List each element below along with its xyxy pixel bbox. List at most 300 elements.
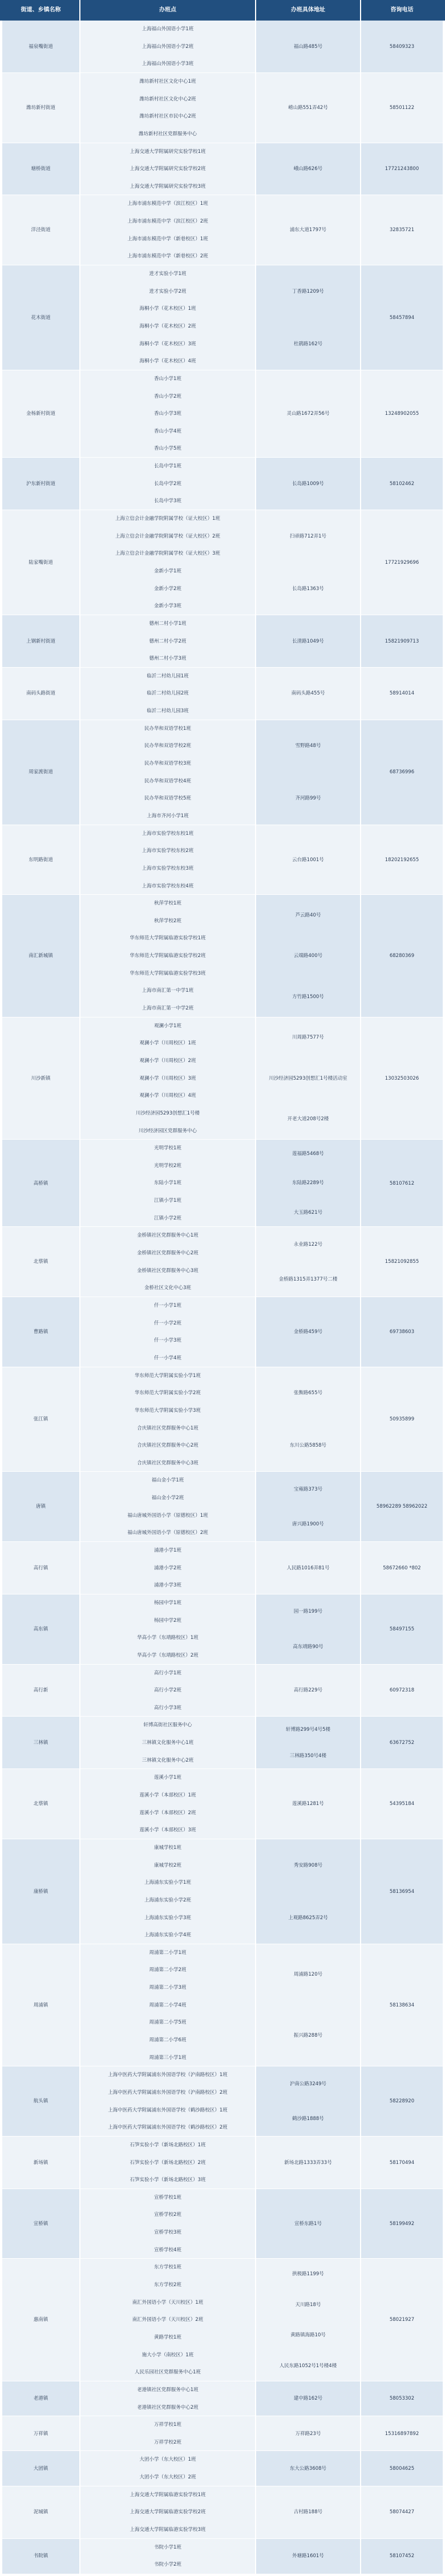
address-cell	[256, 21, 360, 73]
col-divider-3	[360, 0, 361, 2576]
site-cell: 周浦第二小学6班	[80, 2032, 255, 2049]
site-cell: 香山小学4班	[80, 423, 255, 441]
phone-cell: 58102462	[361, 458, 443, 510]
site-cell: 周浦第二小学4班	[80, 1997, 255, 2014]
site-cell: 合庆镇社区党群服务中心3班	[80, 1455, 255, 1472]
address-cell	[256, 2381, 360, 2416]
site-cell: 德州二村小学3班	[80, 650, 255, 668]
site-cell: 莲溪小学（本部校区）1班	[80, 1787, 255, 1804]
site-cell: 浦港小学1班	[80, 1542, 255, 1560]
address-line: 东川公路5858号	[289, 1443, 327, 1449]
phone-cell: 17721929696	[361, 510, 443, 615]
address-line: 人民路1016弄81号	[286, 1565, 330, 1571]
site-cell: 金桥镇社区党群服务中心1班	[80, 1227, 255, 1245]
site-cell: 海桐小学（花木校区）4班	[80, 353, 255, 370]
phone-cell: 18202192655	[361, 825, 443, 895]
address-cell	[256, 265, 360, 370]
site-cell: 临沂二村幼儿园3班	[80, 702, 255, 720]
site-cell: 宣桥学校3班	[80, 2224, 255, 2242]
district-cell: 塘桥街道	[2, 143, 79, 196]
address-line: 金桥路1315弄1377号二楼	[278, 1277, 338, 1283]
district-cell: 万祥镇	[2, 2416, 79, 2451]
address-line: 大玉路621号	[293, 1209, 323, 1216]
site-cell: 东方学校2班	[80, 2276, 255, 2294]
address-cell	[256, 1367, 360, 1472]
address-cell	[256, 1297, 360, 1367]
phone-cell: 58962289 58962022	[361, 1472, 443, 1542]
address-line: 长岛路1363号	[292, 586, 324, 592]
district-cell: 花木街道	[2, 265, 79, 370]
site-cell: 周浦第二小学2班	[80, 1961, 255, 1979]
district-cell: 高东镇	[2, 1594, 79, 1665]
phone-cell: 58074427	[361, 2486, 443, 2539]
site-cell: 三林镇文化服务中心1班	[80, 1734, 255, 1752]
site-cell: 上海福山外国语小学3班	[80, 55, 255, 73]
district-cell: 南码头路街道	[2, 668, 79, 720]
site-cell: 上海市实验学校东校4班	[80, 878, 255, 895]
address-line: 外塘路1601号	[292, 2553, 324, 2559]
site-cell: 大团小学（东大校区）2班	[80, 2469, 255, 2486]
address-line: 振兴路288号	[293, 2033, 323, 2039]
address-line: 高东靖路90号	[293, 1644, 323, 1650]
address-cell	[256, 1542, 360, 1594]
phone-cell: 58199492	[361, 2189, 443, 2259]
site-cell: 上海立信会计金融学院附属学校（证大校区）1班	[80, 510, 255, 528]
site-cell: 浦港小学2班	[80, 1560, 255, 1577]
site-cell: 香山小学5班	[80, 440, 255, 458]
address-line: 川沙经济园5293创想汇1号楼活动室	[269, 1075, 347, 1081]
site-cell: 福山唐城外国语小学（原德校区）2班	[80, 1524, 255, 1542]
district-cell: 新场镇	[2, 2137, 79, 2189]
address-line: 杜鹃路162号	[293, 341, 323, 347]
district-cell: 老港镇	[2, 2381, 79, 2416]
site-cell: 上海市浦东模范中学（新巷校区）2班	[80, 248, 255, 265]
site-cell: 香山小学3班	[80, 405, 255, 423]
site-cell: 东方学校1班	[80, 2259, 255, 2276]
site-cell: 华东师范大学附属临港实验学校1班	[80, 930, 255, 947]
district-cell: 潍坊新村街道	[2, 73, 79, 143]
address-line: 张衡路655号	[293, 1390, 323, 1396]
address-cell	[256, 1665, 360, 1717]
site-cell: 上海市实验学校东校2班	[80, 842, 255, 860]
site-cell: 宣桥学校4班	[80, 2242, 255, 2259]
site-cell: 杨园中学1班	[80, 1594, 255, 1612]
address-cell	[256, 458, 360, 510]
site-cell: 石笋实验小学（新场北路校区）1班	[80, 2137, 255, 2154]
address-line: 金桥路459号	[293, 1329, 323, 1335]
site-cell: 上海浦东实验小学2班	[80, 1892, 255, 1909]
site-cell: 金新小学3班	[80, 597, 255, 615]
site-cell: 民办华和双语学校4班	[80, 773, 255, 790]
address-line: 秀安路908号	[293, 1862, 323, 1868]
address-cell	[256, 2416, 360, 2451]
site-cell: 莲溪小学1班	[80, 1769, 255, 1787]
address-cell	[256, 510, 360, 615]
district-cell: 洋泾街道	[2, 195, 79, 265]
address-line: 莲溪路1281号	[292, 1801, 324, 1807]
phone-cell: 58914014	[361, 668, 443, 720]
site-cell: 仟一小学2班	[80, 1315, 255, 1333]
district-cell: 北蔡镇	[2, 1227, 79, 1297]
site-cell: 上海市齐河小学1班	[80, 807, 255, 825]
district-cell: 张江镇	[2, 1367, 79, 1472]
address-line: 新场北路1333弄33号	[284, 2159, 332, 2166]
site-cell: 光明学校2班	[80, 1157, 255, 1175]
district-cell: 高行镇	[2, 1542, 79, 1594]
address-line: 沪南公路3249号	[289, 2081, 327, 2087]
site-cell: 上海浦东实验小学1班	[80, 1874, 255, 1892]
phone-cell: 58053302	[361, 2381, 443, 2416]
site-cell: 合庆镇社区党群服务中心2班	[80, 1437, 255, 1455]
site-cell: 华东师范大学附属临港实验学校2班	[80, 947, 255, 965]
site-cell: 光明学校1班	[80, 1140, 255, 1157]
phone-cell: 60972318	[361, 1665, 443, 1717]
site-cell: 江镇小学1班	[80, 1192, 255, 1210]
address-line: 福山路485号	[293, 43, 323, 50]
phone-cell: 58136954	[361, 1839, 443, 1944]
site-cell: 福山唐城外国语小学（原德校区）1班	[80, 1507, 255, 1525]
district-cell: 沪东新村街道	[2, 458, 79, 510]
site-cell: 上海浦东实验小学4班	[80, 1927, 255, 1944]
district-cell: 金杨新村街道	[2, 370, 79, 458]
address-line: 崂山路551弄42号	[288, 104, 328, 111]
address-line: 宣桥东路1号	[294, 2220, 322, 2227]
site-cell: 观澜小学（川周校区）3班	[80, 1070, 255, 1088]
site-cell: 康城学校2班	[80, 1857, 255, 1875]
phone-cell: 15821909713	[361, 615, 443, 668]
site-cell: 上海浦东实验小学3班	[80, 1909, 255, 1927]
phone-cell: 68280369	[361, 895, 443, 1018]
site-cell: 金桥镇社区党群服务中心2班	[80, 1245, 255, 1262]
site-cell: 长岛中学3班	[80, 492, 255, 510]
phone-cell: 15821092855	[361, 1227, 443, 1297]
district-cell: 北蔡镇	[2, 1769, 79, 1839]
site-cell: 潍坊新村社区市民中心2班	[80, 108, 255, 126]
district-cell: 宣桥镇	[2, 2189, 79, 2259]
site-cell: 临沂二村幼儿园2班	[80, 685, 255, 702]
site-cell: 秋萍学校2班	[80, 912, 255, 930]
site-cell: 上海中医药大学附属浦东外国语学校（沪南路校区）1班	[80, 2066, 255, 2084]
address-cell	[256, 615, 360, 668]
address-line: 丁香路1209号	[292, 288, 324, 294]
site-cell: 民办华和双语学校3班	[80, 755, 255, 773]
site-cell: 上海中医药大学附属浦东外国语学校（鹤沙路校区）2班	[80, 2119, 255, 2137]
address-line: 芦云路40号	[295, 912, 321, 918]
phone-cell: 58457894	[361, 265, 443, 370]
site-cell: 金桥镇社区党群服务中心3班	[80, 1262, 255, 1280]
phone-cell: 58170494	[361, 2137, 443, 2189]
site-cell: 进才实验小学1班	[80, 265, 255, 283]
site-cell: 金新小学2班	[80, 580, 255, 598]
site-cell: 华高小学（东靖路校区）1班	[80, 1629, 255, 1647]
site-cell: 上海市实验学校东校1班	[80, 825, 255, 843]
col-divider-2	[255, 0, 256, 2576]
site-cell: 高行小学1班	[80, 1665, 255, 1682]
site-cell: 周浦第三小学1班	[80, 2049, 255, 2067]
site-cell: 华东师范大学附属实验小学1班	[80, 1367, 255, 1385]
site-cell: 海桐小学（花木校区）3班	[80, 336, 255, 353]
site-cell: 川沙经济园5293创想汇1号楼	[80, 1105, 255, 1123]
header-address: 办班具体地址	[291, 6, 325, 13]
table-header	[0, 0, 445, 21]
district-cell: 大团镇	[2, 2451, 79, 2486]
site-cell: 仟一小学1班	[80, 1297, 255, 1315]
address-cell	[256, 720, 360, 825]
site-cell: 福山金小学1班	[80, 1472, 255, 1489]
address-line: 云端路400号	[293, 953, 323, 959]
address-line: 唐兴路1900号	[292, 1521, 324, 1528]
site-cell: 三林镇文化服务中心2班	[80, 1752, 255, 1770]
address-line: 三林路350号4楼	[289, 1753, 327, 1759]
district-cell: 高桥镇	[2, 1140, 79, 1227]
site-cell: 长岛中学1班	[80, 458, 255, 475]
address-cell	[256, 2259, 360, 2381]
site-cell: 金桥社区文化中心3班	[80, 1279, 255, 1297]
phone-cell: 58021927	[361, 2259, 443, 2381]
address-cell	[256, 1140, 360, 1227]
address-line: 轩博路299号4号5楼	[285, 1727, 331, 1733]
address-cell	[256, 895, 360, 1018]
site-cell: 上海福山外国语小学1班	[80, 21, 255, 38]
phone-cell: 58107452	[361, 2539, 443, 2574]
site-cell: 石笋实验小学（新场北路校区）3班	[80, 2171, 255, 2189]
address-cell	[256, 195, 360, 265]
site-cell: 老港镇社区党群服务中心2班	[80, 2399, 255, 2417]
site-cell: 潍坊新村社区文化中心2班	[80, 91, 255, 108]
address-line: 鹤沙路1888号	[292, 2115, 324, 2122]
site-cell: 华东师范大学附属实验小学3班	[80, 1402, 255, 1420]
address-cell	[256, 2486, 360, 2539]
address-line: 莲福路5468号	[292, 1151, 324, 1157]
address-cell	[256, 2539, 360, 2574]
district-cell: 书院镇	[2, 2539, 79, 2574]
site-cell: 上海交通大学附属研究实验学校2班	[80, 160, 255, 178]
site-cell: 川沙经济园区党群服务中心	[80, 1123, 255, 1140]
address-cell	[256, 143, 360, 196]
site-cell: 香山小学2班	[80, 388, 255, 406]
site-cell: 南汇外国语小学（天川校区）2班	[80, 2311, 255, 2329]
address-line: 东大公路3608号	[289, 2465, 327, 2472]
site-cell: 观澜小学（川周校区）2班	[80, 1052, 255, 1070]
site-cell: 海桐小学（花木校区）2班	[80, 318, 255, 336]
site-cell: 上海交通大学附属临港实验学校2班	[80, 2504, 255, 2521]
district-cell: 曹路镇	[2, 1297, 79, 1367]
site-cell: 福山金小学2班	[80, 1489, 255, 1507]
site-cell: 莲溪小学（本部校区）2班	[80, 1804, 255, 1822]
address-line: 川周路7577号	[292, 1035, 324, 1041]
site-cell: 仟一小学3班	[80, 1332, 255, 1350]
site-cell: 万祥学校1班	[80, 2416, 255, 2434]
address-line: 长岛路1009号	[292, 481, 324, 487]
address-line: 古村路188号	[293, 2509, 323, 2516]
address-line: 扫帚路712弄1号	[289, 533, 327, 539]
site-cell: 华高小学（东靖路校区）2班	[80, 1647, 255, 1665]
site-cell: 人民乐园社区党群服务中心1班	[80, 2364, 255, 2381]
site-cell: 东陆小学1班	[80, 1174, 255, 1192]
site-cell: 香山小学1班	[80, 370, 255, 388]
site-cell: 上海市实验学校东校3班	[80, 860, 255, 878]
site-cell: 合庆镇社区党群服务中心1班	[80, 1420, 255, 1438]
phone-cell: 58228920	[361, 2066, 443, 2137]
site-cell: 海桐小学（花木校区）1班	[80, 300, 255, 318]
phone-cell: 58409323	[361, 21, 443, 73]
site-cell: 周浦第二小学5班	[80, 2014, 255, 2032]
address-cell	[256, 1018, 360, 1140]
site-cell: 万祥学校2班	[80, 2434, 255, 2452]
address-line: 齐河路99号	[295, 796, 321, 802]
site-cell: 华东师范大学附属实验小学2班	[80, 1384, 255, 1402]
site-cell: 上海中医药大学附属浦东外国语学校（沪南路校区）2班	[80, 2084, 255, 2102]
district-cell: 航头镇	[2, 2066, 79, 2137]
site-cell: 上海交通大学附属临港实验学校1班	[80, 2486, 255, 2504]
site-cell: 潍坊新村社区文化中心1班	[80, 73, 255, 91]
district-cell: 上钢新村街道	[2, 615, 79, 668]
site-cell: 上海市浦东模范中学（滨江校区）1班	[80, 195, 255, 213]
site-cell: 华东师范大学附属临港实验学校3班	[80, 965, 255, 983]
site-cell: 高行小学2班	[80, 1682, 255, 1699]
district-cell: 唐镇	[2, 1472, 79, 1542]
phone-cell: 69738603	[361, 1297, 443, 1367]
site-cell: 观澜小学（川周校区）4班	[80, 1087, 255, 1105]
site-cell: 民办华和双语学校5班	[80, 790, 255, 807]
site-cell: 德州二村小学1班	[80, 615, 255, 633]
site-cell: 德州二村小学2班	[80, 633, 255, 651]
site-cell: 上海立信会计金融学院附属学校（证大校区）2班	[80, 528, 255, 546]
site-cell: 大团小学（东大校区）1班	[80, 2451, 255, 2469]
site-cell: 临沂二村幼儿园1班	[80, 668, 255, 685]
district-cell: 东明路街道	[2, 825, 79, 895]
phone-cell: 63672752	[361, 1717, 443, 1769]
site-cell: 上海中医药大学附属浦东外国语学校（鹤沙路校区）1班	[80, 2102, 255, 2119]
phone-cell: 58138634	[361, 1944, 443, 2067]
site-cell: 上海市南汇第一中学2班	[80, 1000, 255, 1018]
site-cell: 仟一小学4班	[80, 1350, 255, 1367]
address-cell	[256, 2066, 360, 2137]
site-cell: 上海立信会计金融学院附属学校（证大校区）3班	[80, 545, 255, 563]
address-line: 灵山路1672弄56号	[286, 411, 330, 417]
address-cell	[256, 825, 360, 895]
address-line: 方竹路1500号	[292, 994, 324, 1000]
address-line: 天川路18号	[295, 2302, 321, 2308]
site-cell: 上海市浦东模范中学（新巷校区）1班	[80, 231, 255, 248]
site-cell: 秋萍学校1班	[80, 895, 255, 912]
site-cell: 老港镇社区党群服务中心1班	[80, 2381, 255, 2399]
phone-cell: 13248902055	[361, 370, 443, 458]
address-cell	[256, 370, 360, 458]
address-line: 周浦路120号	[293, 1972, 323, 1978]
address-line: 开老大道208号2楼	[287, 1116, 329, 1123]
district-cell: 三林镇	[2, 1717, 79, 1769]
site-cell: 民办华和双语学校1班	[80, 720, 255, 738]
address-cell	[256, 1839, 360, 1944]
site-cell: 观澜小学1班	[80, 1018, 255, 1035]
address-cell	[256, 1472, 360, 1542]
district-cell: 福泉嘴街道	[2, 21, 79, 73]
address-line: 南码头路455号	[291, 691, 325, 697]
site-cell: 施大小学（南校区）1班	[80, 2347, 255, 2364]
address-line: 宝雍路373号	[293, 1486, 323, 1492]
address-line: 雪野路48号	[295, 743, 321, 749]
site-cell: 潍坊新村社区党群服务中心	[80, 126, 255, 143]
site-cell: 高行小学3班	[80, 1699, 255, 1717]
site-cell: 金新小学1班	[80, 563, 255, 580]
phone-cell: 58004625	[361, 2451, 443, 2486]
district-cell: 泥城镇	[2, 2486, 79, 2539]
site-cell: 轩博高街社区服务中心	[80, 1717, 255, 1734]
site-cell: 周浦第二小学1班	[80, 1944, 255, 1962]
site-cell: 观澜小学（川周校区）1班	[80, 1035, 255, 1052]
address-line: 高行路229号	[293, 1687, 323, 1694]
address-line: 黄路镇海路10号	[290, 2332, 326, 2339]
phone-cell: 17721243800	[361, 143, 443, 196]
phone-cell: 32835721	[361, 195, 443, 265]
address-cell	[256, 2189, 360, 2259]
site-cell: 进才实验小学2班	[80, 283, 255, 301]
header-phone: 咨询电话	[390, 6, 414, 13]
district-cell: 周浦镇	[2, 1944, 79, 2067]
address-cell	[256, 1594, 360, 1665]
district-cell: 周家渡街道	[2, 720, 79, 825]
site-cell: 周浦第二小学3班	[80, 1979, 255, 1997]
site-cell: 浦港小学3班	[80, 1577, 255, 1594]
site-cell: 宣桥学校2班	[80, 2206, 255, 2224]
site-cell: 江镇小学2班	[80, 1210, 255, 1228]
address-line: 园一路199号	[293, 1609, 323, 1615]
district-cell: 高行新	[2, 1665, 79, 1717]
phone-cell: 13032503026	[361, 1018, 443, 1140]
site-cell: 长岛中学2班	[80, 475, 255, 493]
address-cell	[256, 2451, 360, 2486]
site-cell: 石笋实验小学（新场北路校区）2班	[80, 2154, 255, 2172]
site-cell: 上海交通大学附属临港实验学校3班	[80, 2521, 255, 2539]
site-cell: 宣桥学校1班	[80, 2189, 255, 2207]
site-cell: 书院小学2班	[80, 2556, 255, 2574]
site-cell: 南汇外国语小学（天川校区）1班	[80, 2294, 255, 2312]
district-cell: 惠南镇	[2, 2259, 79, 2381]
address-line: 永业路122号	[293, 1241, 323, 1247]
address-line: 东陆路2289号	[292, 1180, 324, 1186]
header-district: 街道、乡镇名称	[21, 6, 61, 13]
address-line: 万祥路23号	[295, 2430, 321, 2437]
phone-cell: 58501122	[361, 73, 443, 143]
address-cell	[256, 2137, 360, 2189]
address-line: 云台路1001号	[292, 857, 324, 863]
site-cell: 杨园中学2班	[80, 1612, 255, 1630]
col-divider-1	[79, 0, 80, 2576]
site-cell: 上海福山外国语小学2班	[80, 38, 255, 56]
address-line: 上观路8625弄2号	[288, 1915, 328, 1921]
phone-cell: 68736996	[361, 720, 443, 825]
district-cell: 南汇新城镇	[2, 895, 79, 1018]
district-cell: 陆家嘴街道	[2, 510, 79, 615]
phone-cell: 54395184	[361, 1769, 443, 1839]
phone-cell: 15316897892	[361, 2416, 443, 2451]
header-site: 办班点	[159, 6, 176, 13]
site-cell: 上海市南汇第一中学1班	[80, 982, 255, 1000]
address-cell	[256, 1769, 360, 1839]
address-cell	[256, 1717, 360, 1769]
site-cell: 莲溪小学（本部校区）3班	[80, 1822, 255, 1839]
address-cell	[256, 1944, 360, 2067]
address-cell	[256, 668, 360, 720]
site-cell: 民办华和双语学校2班	[80, 737, 255, 755]
address-line: 浦东大道1797号	[289, 227, 327, 233]
district-cell: 康桥镇	[2, 1839, 79, 1944]
address-line: 长清路1049号	[292, 638, 324, 644]
address-line: 拱极路1199号	[292, 2271, 324, 2277]
site-cell: 上海交通大学附属研究实验学校1班	[80, 143, 255, 161]
district-cell: 川沙新镇	[2, 1018, 79, 1140]
